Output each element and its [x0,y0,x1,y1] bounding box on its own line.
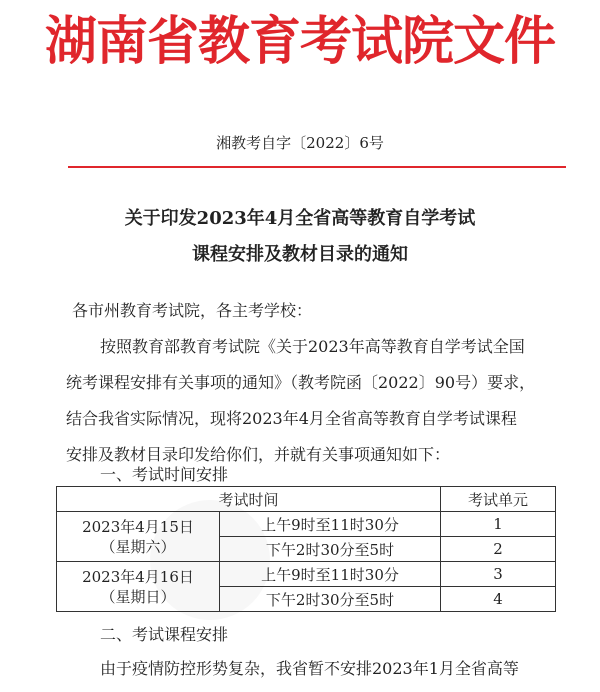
table-header-time: 考试时间 [57,487,441,512]
table-row [57,562,556,587]
red-divider-line [68,166,566,168]
exam-unit: 3 [441,562,556,587]
section-heading-2: 二、考试课程安排 [100,625,229,644]
exam-unit: 4 [441,587,556,612]
exam-time-slot: 上午9时至11时30分 [220,562,441,587]
exam-weekday: （星期六） [100,537,176,556]
document-number: 湘教考自字〔2022〕6号 [216,134,384,152]
table-header-unit: 考试单元 [441,487,556,512]
paragraph-1-line-3: 结合我省实际情况，现将2023年4月全省高等教育自学考试课程 [66,409,517,428]
exam-schedule-table [56,486,556,612]
notice-title-line-1: 关于印发2023年4月全省高等教育自学考试 [124,208,476,229]
paragraph-2-line-1: 由于疫情防控形势复杂，我省暂不安排2023年1月全省高等 [100,659,519,678]
exam-unit: 2 [441,537,556,562]
section-heading-1: 一、考试时间安排 [100,465,229,484]
exam-unit: 1 [441,512,556,537]
table-header-row [57,487,556,512]
exam-date: 2023年4月16日 [82,567,194,586]
paragraph-1-line-2: 统考课程安排有关事项的通知》（教考院函〔2022〕90号）要求， [66,373,536,392]
notice-title-line-2: 课程安排及教材目录的通知 [192,244,408,265]
paragraph-1-line-4: 安排及教材目录印发给你们，并就有关事项通知如下： [66,445,451,464]
paragraph-1-line-1: 按照教育部教育考试院《关于2023年高等教育自学考试全国 [100,337,525,356]
exam-date: 2023年4月15日 [82,517,194,536]
document-header-title: 湖南省教育考试院文件 [44,12,555,72]
exam-date-cell [57,562,220,612]
exam-time-slot: 下午2时30分至5时 [220,537,441,562]
exam-time-slot: 上午9时至11时30分 [220,512,441,537]
exam-date-cell [57,512,220,562]
table-row [57,512,556,537]
salutation: 各市州教育考试院，各主考学校： [72,301,313,320]
exam-weekday: （星期日） [100,587,176,606]
exam-time-slot: 下午2时30分至5时 [220,587,441,612]
